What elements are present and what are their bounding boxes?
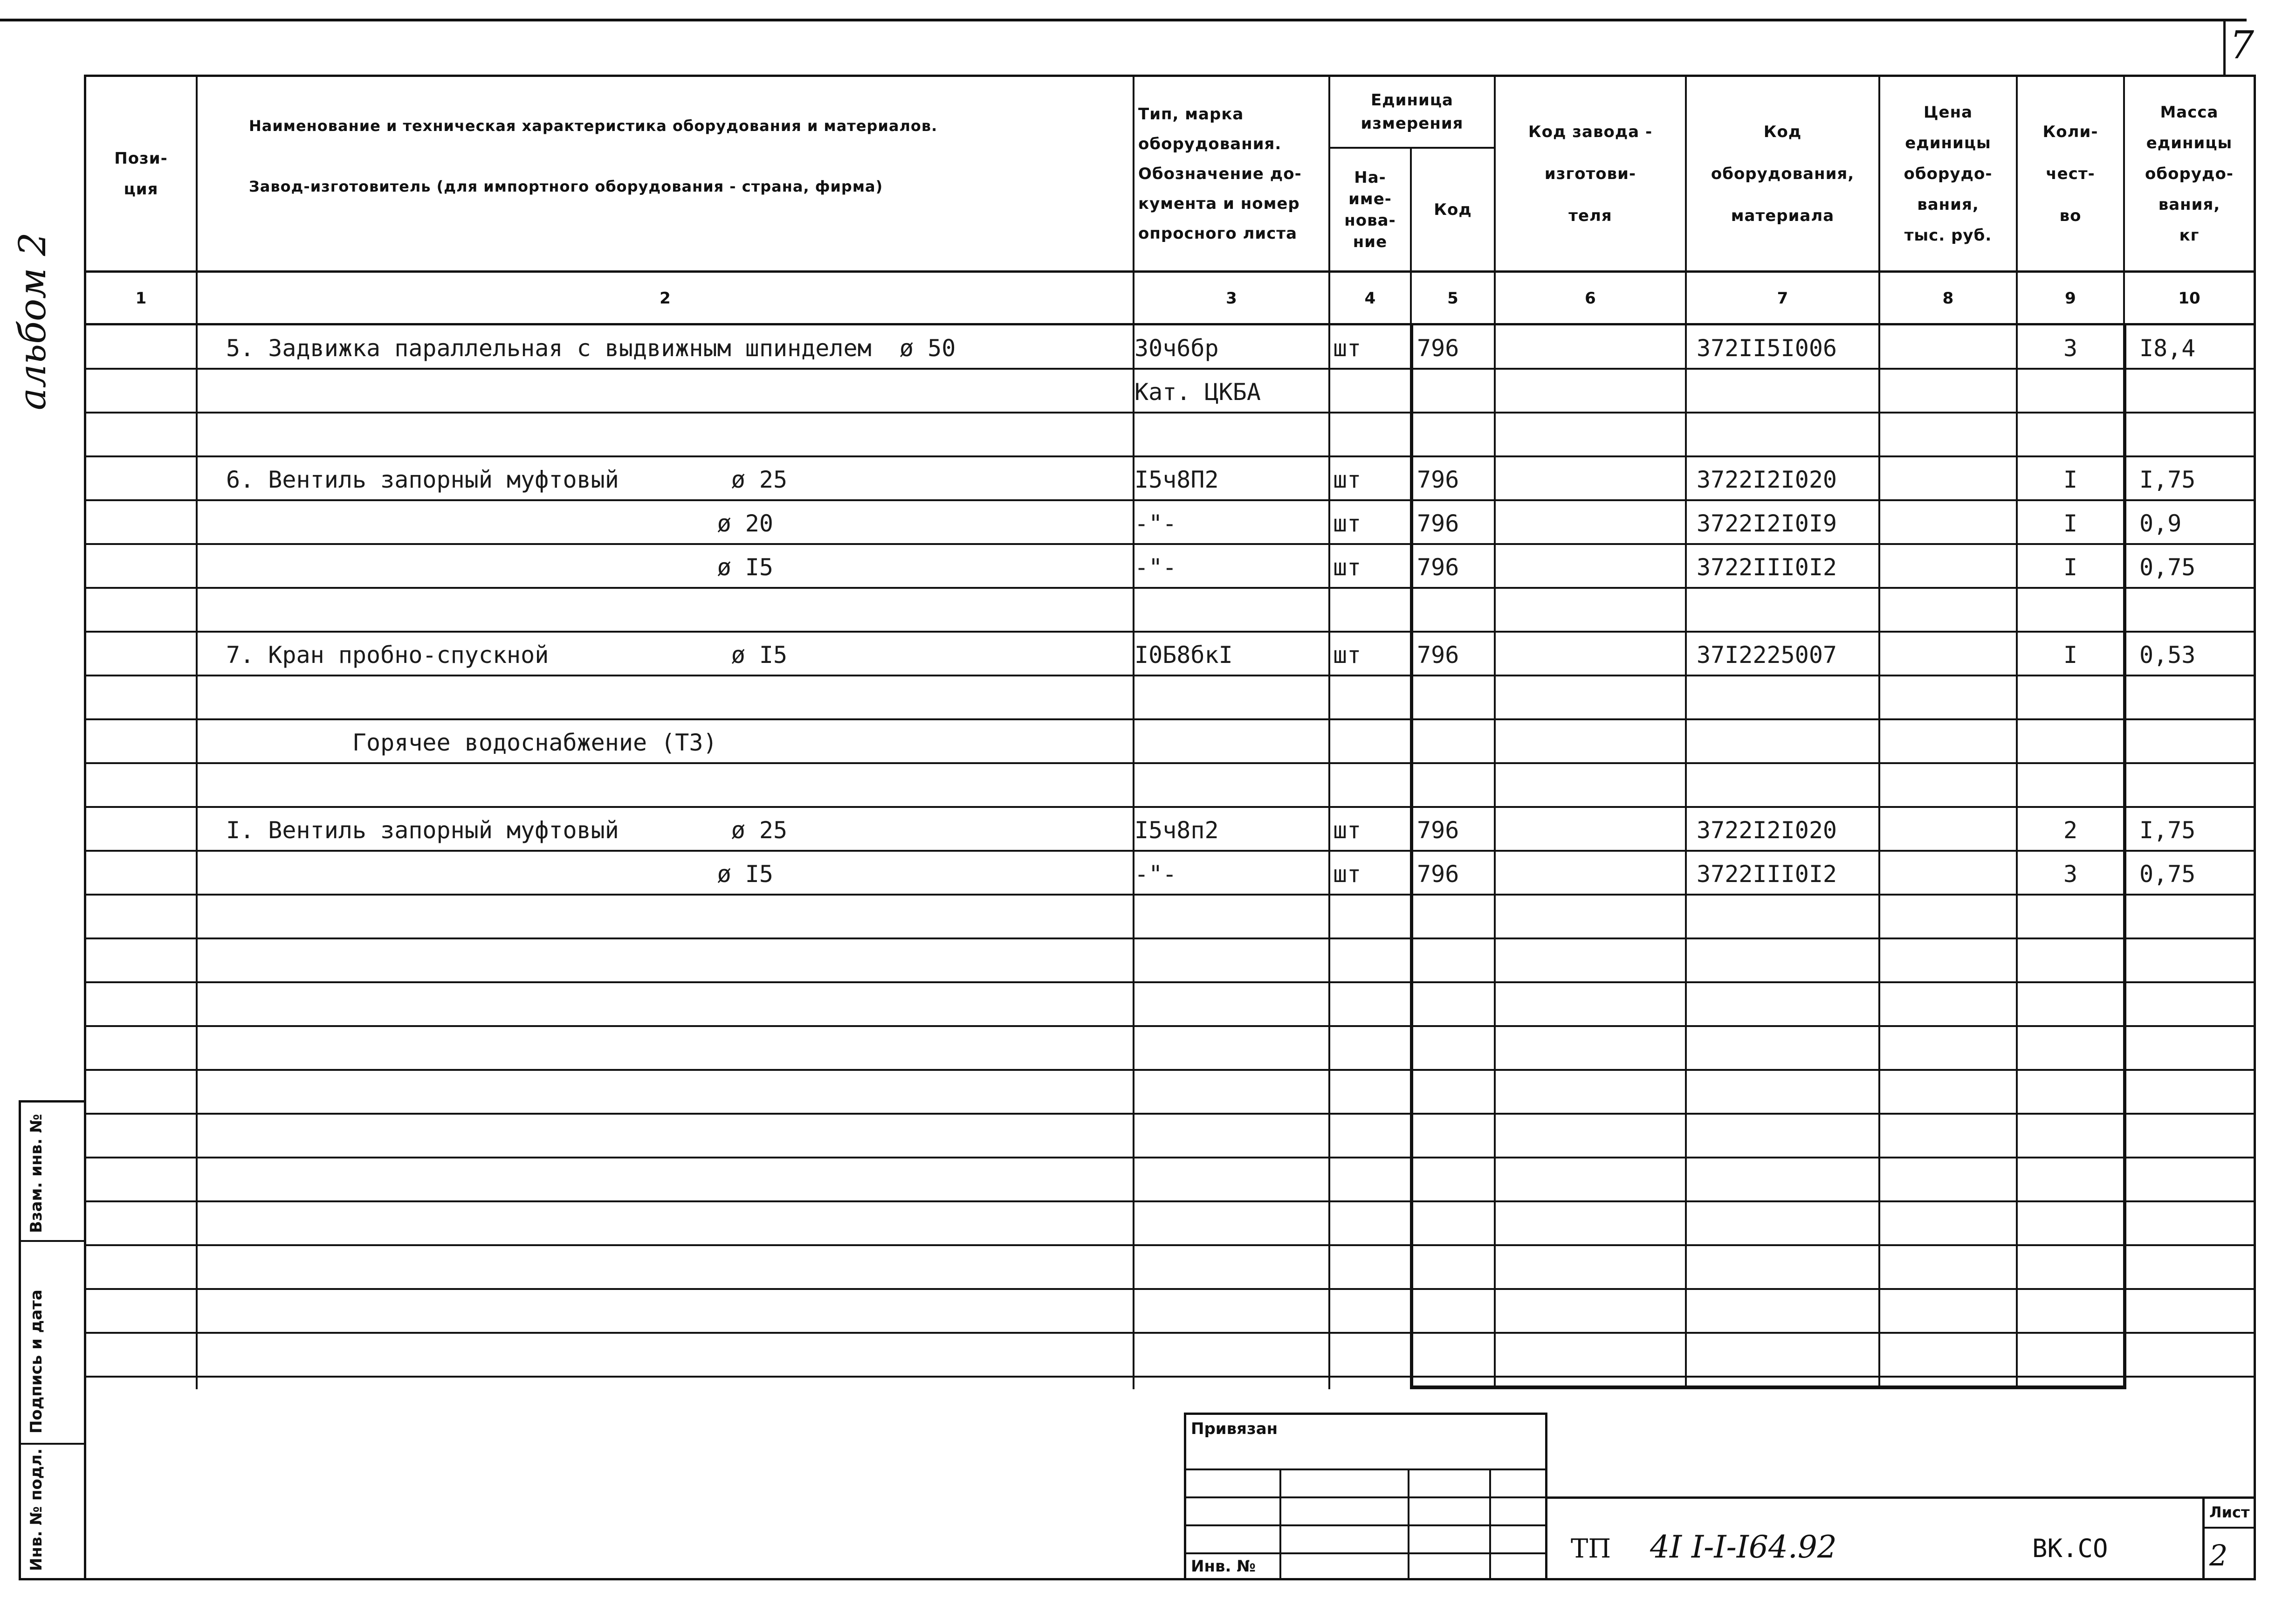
stamp-divider-1 xyxy=(19,1240,84,1242)
row-line xyxy=(84,499,2256,501)
col-line-2 xyxy=(1133,75,1134,1389)
tb-col-3 xyxy=(1489,1468,1491,1578)
row-line xyxy=(84,1157,2256,1158)
header-quantity: Коли- чест- во xyxy=(2042,122,2098,225)
col-number-4: 4 xyxy=(1364,289,1376,308)
cell-eq-code: 3722I2I0I9 xyxy=(1697,510,1837,537)
cell-unit: шт xyxy=(1333,861,1361,888)
cell-code: 796 xyxy=(1417,554,1459,581)
col-number-2: 2 xyxy=(660,289,671,308)
cell-type: -"- xyxy=(1134,510,1177,537)
cell-unit: шт xyxy=(1333,510,1361,537)
cell-unit: шт xyxy=(1333,554,1361,581)
tb-doc-code: ВК.СО xyxy=(2032,1534,2108,1563)
cell-qty: I xyxy=(2063,554,2078,581)
row-line xyxy=(84,1025,2256,1027)
cell-name: 6. Вентиль запорный муфтовый ø 25 xyxy=(226,466,788,493)
cell-name: 7. Кран пробно-спускной ø I5 xyxy=(226,641,788,669)
col-number-10: 10 xyxy=(2178,289,2200,308)
cell-type: -"- xyxy=(1134,861,1177,888)
cell-unit: шт xyxy=(1333,466,1361,493)
col-number-7: 7 xyxy=(1777,289,1788,308)
cell-mass: I8,4 xyxy=(2139,335,2196,362)
row-line xyxy=(84,981,2256,983)
col-line-8 xyxy=(2016,75,2018,1389)
header-position: Пози- ция xyxy=(114,149,168,199)
row-line xyxy=(84,587,2256,589)
cell-type: I5ч8П2 xyxy=(1134,466,1219,493)
cell-qty: I xyxy=(2063,641,2078,669)
row-line xyxy=(84,1288,2256,1290)
header-plant-code: Код завода - изготови- теля xyxy=(1528,122,1653,225)
cell-unit: шт xyxy=(1333,335,1361,362)
col-number-8: 8 xyxy=(1942,289,1954,308)
col-number-6: 6 xyxy=(1585,289,1596,308)
cell-code: 796 xyxy=(1417,861,1459,888)
header-unit-name: На- име- нова- ние xyxy=(1344,168,1396,251)
cell-type: I0Б8бкI xyxy=(1134,641,1233,669)
header-unit-group: Единица измерения xyxy=(1361,91,1464,133)
header-type: Тип, марка оборудования. Обозначение до- кумента и номер опросного листа xyxy=(1138,104,1302,243)
col-line-4-bold xyxy=(1410,324,1413,1389)
row-line xyxy=(84,412,2256,414)
cell-name: ø I5 xyxy=(226,554,773,581)
row-line xyxy=(84,1244,2256,1246)
col-line-7 xyxy=(1878,75,1880,1389)
tb-col-2 xyxy=(1408,1468,1409,1578)
col-line-6 xyxy=(1685,75,1687,1389)
row-line xyxy=(84,1113,2256,1115)
col-number-3: 3 xyxy=(1226,289,1237,308)
stamp-inv-podl: Инв. № подл. xyxy=(27,1448,46,1571)
cell-mass: I,75 xyxy=(2139,466,2196,493)
tb-tp: ТП xyxy=(1571,1534,1611,1564)
cell-mass: 0,9 xyxy=(2139,510,2182,537)
bold-block-bottom xyxy=(1410,1386,2126,1389)
tb-row-4 xyxy=(1184,1552,1547,1554)
row-line xyxy=(84,455,2256,457)
stamp-signature-date: Подпись и дата xyxy=(27,1289,46,1434)
cell-name: I. Вентиль запорный муфтовый ø 25 xyxy=(226,817,788,844)
tb-sheet-label-line xyxy=(2202,1527,2256,1529)
row-line xyxy=(84,1069,2256,1071)
sheet-corner-number: 7 xyxy=(2229,23,2255,68)
tb-privyazan: Привязан xyxy=(1191,1420,1278,1438)
tb-col-1 xyxy=(1279,1468,1281,1578)
cell-eq-code: 3722III0I2 xyxy=(1697,554,1837,581)
row-line xyxy=(84,762,2256,764)
tb-top xyxy=(1184,1413,1547,1415)
cell-mass: 0,75 xyxy=(2139,861,2196,888)
album-margin-note: альбом 2 xyxy=(11,232,54,410)
cell-qty: 3 xyxy=(2063,861,2078,888)
header-name-line2: Завод-изготовитель (для импортного оборудования - страна, фирма) xyxy=(249,178,883,195)
tb-sheet-number: 2 xyxy=(2209,1538,2228,1572)
cell-code: 796 xyxy=(1417,466,1459,493)
cell-name: ø 20 xyxy=(226,510,773,537)
header-equipment-code: Код оборудования, материала xyxy=(1711,122,1855,225)
tb-project-number: 4I I-I-I64.92 xyxy=(1650,1529,1837,1565)
col-number-1: 1 xyxy=(135,289,147,308)
cell-name: Горячее водоснабжение (Т3) xyxy=(226,729,717,756)
cell-eq-code: 372II5I006 xyxy=(1697,335,1837,362)
tb-sheet-divider xyxy=(2202,1496,2205,1578)
col-line-5 xyxy=(1494,75,1496,1389)
header-unit-code: Код xyxy=(1434,200,1472,219)
cell-eq-code: 3722I2I020 xyxy=(1697,466,1837,493)
col-number-9: 9 xyxy=(2065,289,2076,308)
tb-row-3 xyxy=(1184,1524,1547,1526)
cell-qty: 2 xyxy=(2063,817,2078,844)
cell-name: ø I5 xyxy=(226,861,773,888)
row-line xyxy=(84,1200,2256,1202)
cell-eq-code: 3722I2I020 xyxy=(1697,817,1837,844)
cell-type: I5ч8п2 xyxy=(1134,817,1219,844)
stamp-vzam-inv: Взам. инв. № xyxy=(27,1114,46,1233)
cell-code: 796 xyxy=(1417,510,1459,537)
cell-mass: I,75 xyxy=(2139,817,2196,844)
cell-code: 796 xyxy=(1417,335,1459,362)
cell-eq-code: 37I2225007 xyxy=(1697,641,1837,669)
cell-code: 796 xyxy=(1417,641,1459,669)
tb-sheet-label: Лист xyxy=(2209,1503,2250,1521)
cell-type: Кат. ЦКБА xyxy=(1134,379,1261,406)
cell-name: 5. Задвижка параллельная с выдвижным шпинделем ø 50 xyxy=(226,335,956,362)
row-line xyxy=(84,631,2256,633)
header-mass: Масса единицы оборудо- вания, кг xyxy=(2145,103,2234,245)
cell-eq-code: 3722III0I2 xyxy=(1697,861,1837,888)
col-line-1 xyxy=(196,75,198,1389)
tb-inv-no: Инв. № xyxy=(1191,1557,1256,1576)
cell-unit: шт xyxy=(1333,641,1361,669)
cell-unit: шт xyxy=(1333,817,1361,844)
header-price: Цена единицы оборудо- вания, тыс. руб. xyxy=(1904,103,1993,245)
row-line xyxy=(84,543,2256,545)
row-line xyxy=(84,806,2256,808)
cell-mass: 0,53 xyxy=(2139,641,2196,669)
tb-main-top xyxy=(1547,1496,2256,1499)
cell-type: 30ч6бр xyxy=(1134,335,1219,362)
stamp-divider-2 xyxy=(19,1443,84,1445)
tb-row-1 xyxy=(1184,1468,1547,1470)
row-line xyxy=(84,1376,2256,1378)
row-line xyxy=(84,368,2256,370)
col-number-5: 5 xyxy=(1447,289,1458,308)
row-line xyxy=(84,675,2256,676)
row-line xyxy=(84,894,2256,896)
col-line-9-bold xyxy=(2123,324,2126,1389)
cell-type: -"- xyxy=(1134,554,1177,581)
cell-code: 796 xyxy=(1417,817,1459,844)
top-border-line xyxy=(0,19,2247,21)
row-line xyxy=(84,1332,2256,1334)
tb-row-2 xyxy=(1184,1496,1547,1498)
row-line xyxy=(84,850,2256,852)
cell-qty: I xyxy=(2063,510,2078,537)
row-line xyxy=(84,718,2256,720)
header-name-line1: Наименование и техническая характеристика оборудования и материалов. xyxy=(249,117,938,135)
cell-qty: 3 xyxy=(2063,335,2078,362)
cell-mass: 0,75 xyxy=(2139,554,2196,581)
cell-qty: I xyxy=(2063,466,2078,493)
col-line-3 xyxy=(1328,75,1330,1389)
row-line xyxy=(84,937,2256,939)
